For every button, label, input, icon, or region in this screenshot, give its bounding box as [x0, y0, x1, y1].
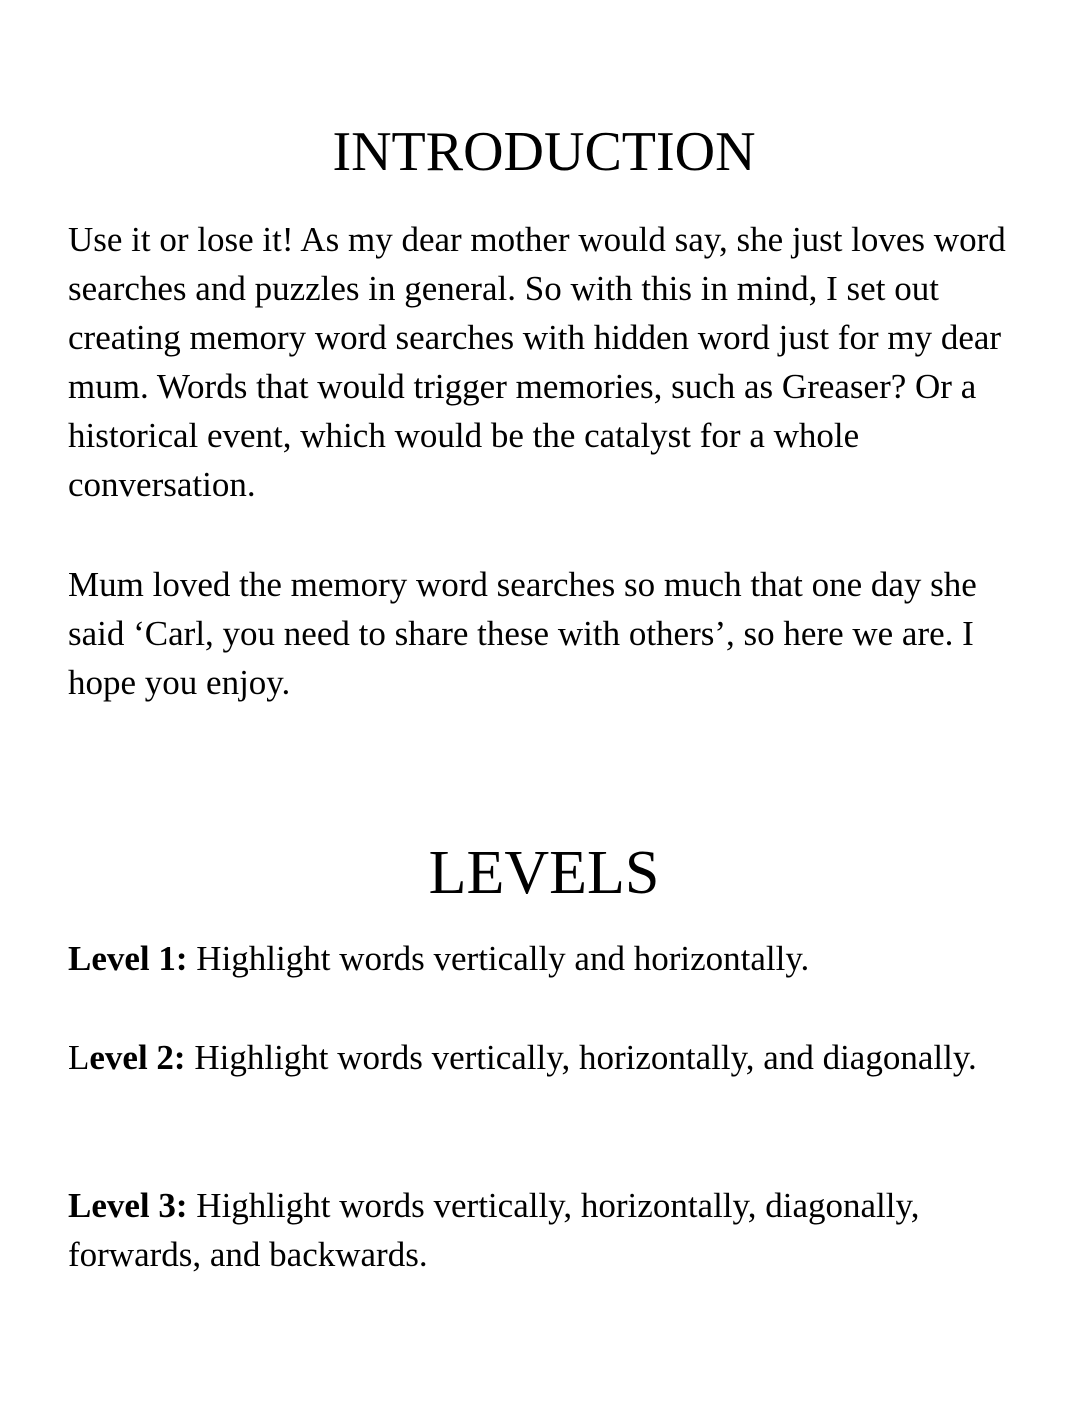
level-2-description [68, 1033, 1028, 1082]
level-2-text: Highlight words vertically, horizontally, and diagonally. [185, 1038, 977, 1077]
introduction-heading: INTRODUCTION [332, 121, 756, 183]
level-3-description [68, 1181, 1028, 1279]
introduction-paragraph-2: Mum loved the memory word searches so much that one day she said ‘Carl, you need to share these with others’, so here we are. I hope you enjoy. [68, 565, 977, 702]
level-1-text: Highlight words vertically and horizontally. [187, 939, 810, 978]
level-1-description [68, 934, 1028, 983]
introduction-paragraph-1: Use it or lose it! As my dear mother would say, she just loves word searches and puzzles in general. So with this in mind, I set out creating memory word searches with hidden word just for my dear mum. Words that would trigger memories, such as Greaser? Or a historical event, which would be the catalyst for a whole conversation. [68, 220, 1006, 504]
level-1-label: Level 1: [68, 939, 188, 978]
level-2-label-initial: L [68, 1038, 90, 1077]
levels-heading: LEVELS [428, 839, 660, 907]
level-3-text: Highlight words vertically, horizontally, diagonally, forwards, and backwards. [68, 1186, 920, 1274]
level-3-label: Level 3: [68, 1186, 188, 1225]
level-2-label-rest: evel 2: [89, 1038, 186, 1077]
level-2-label [68, 1038, 186, 1077]
